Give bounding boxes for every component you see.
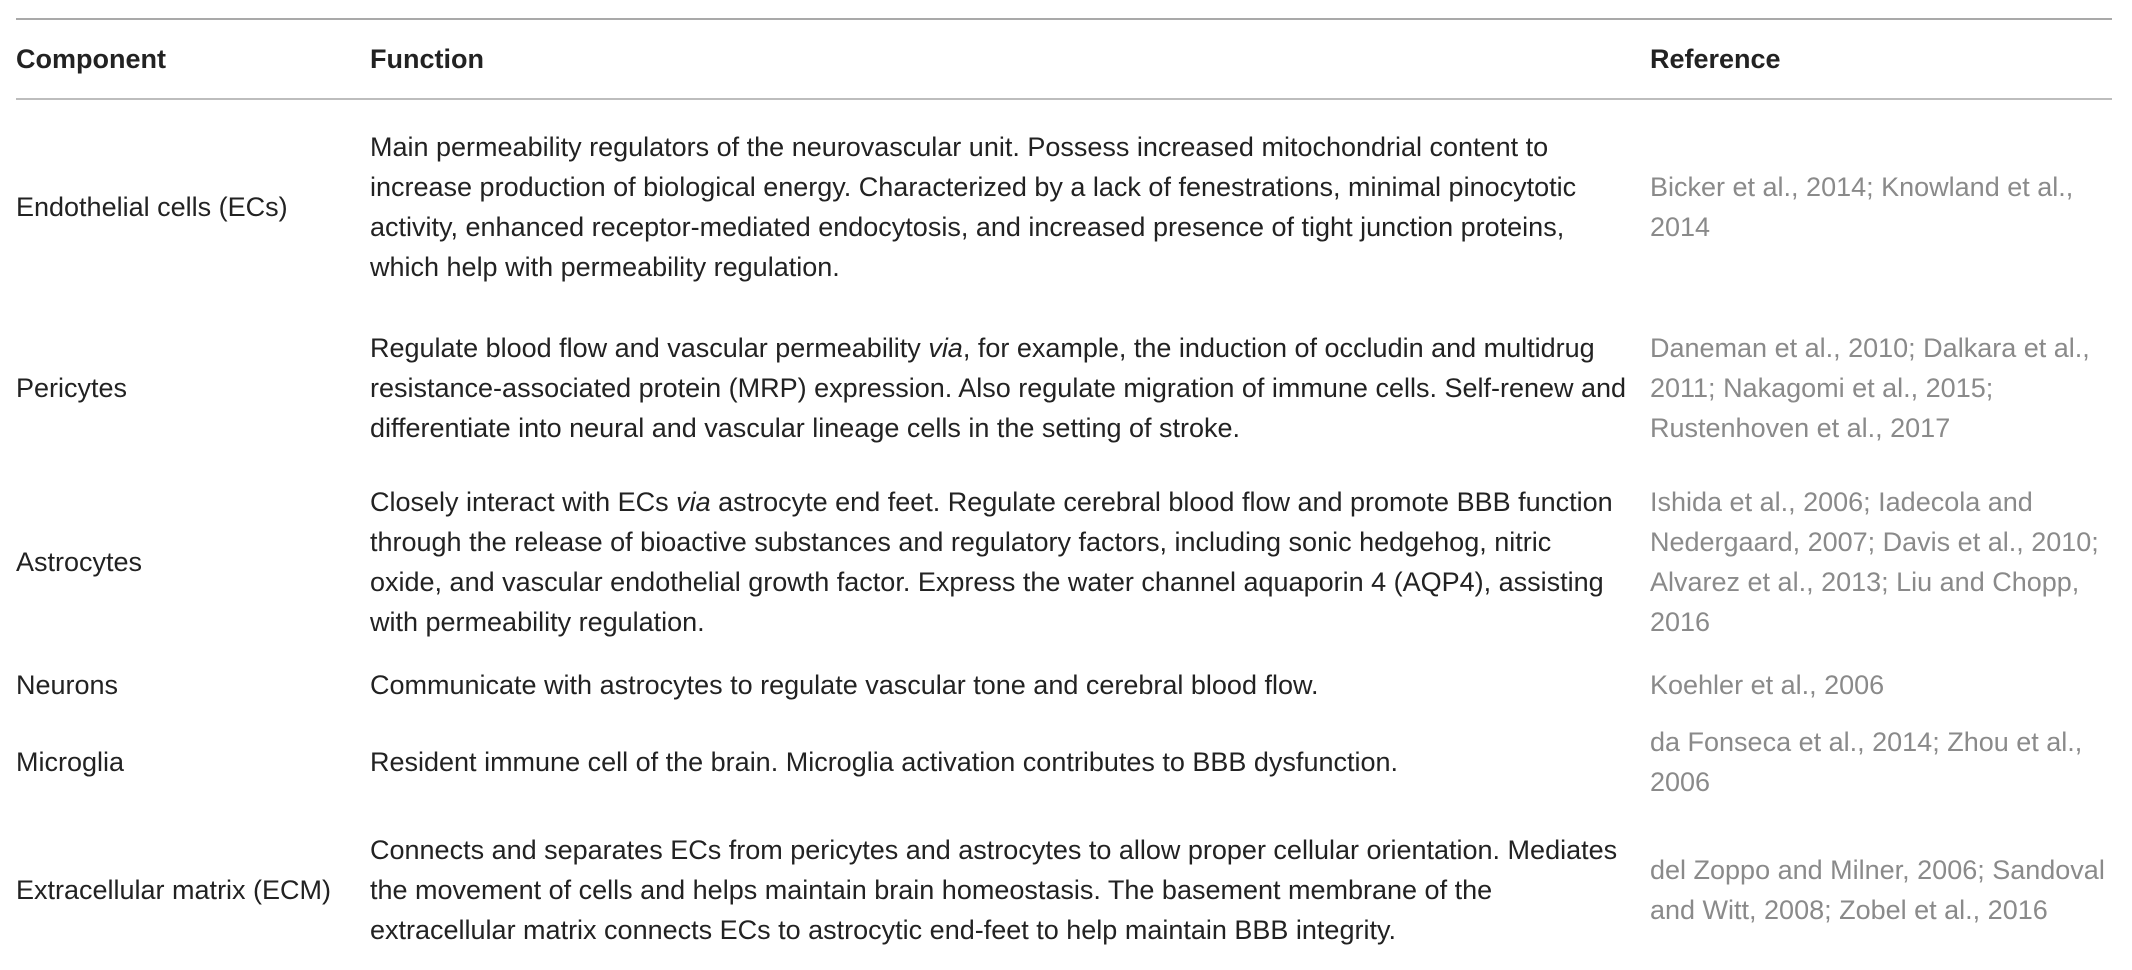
component-cell: Endothelial cells (ECs) <box>16 192 288 222</box>
function-text: Regulate blood flow and vascular permeability <box>370 333 929 363</box>
function-text: Connects and separates ECs from pericytes and astrocytes to allow proper cellular orientation. Mediates the movement of cells and helps maintain brain homeostasis. The basement membrane of the extracellular matrix connects ECs to astrocytic end-feet to help maintain BBB integrity. <box>370 835 1618 945</box>
header-reference: Reference <box>1650 43 1781 74</box>
table-row <box>16 99 2112 308</box>
component-cell: Astrocytes <box>16 547 143 577</box>
function-italic: via <box>928 333 963 363</box>
component-cell: Extracellular matrix (ECM) <box>16 875 332 905</box>
reference-cell: del Zoppo and Milner, 2006; Sandoval and Witt, 2008; Zobel et al., 2016 <box>1650 855 2105 925</box>
function-cell <box>370 714 1650 810</box>
header-row <box>16 19 2112 99</box>
table-body <box>16 99 2112 970</box>
table-row <box>16 308 2112 468</box>
function-text-post: astrocyte end feet. Regulate cerebral blood flow and promote BBB function through the release of bioactive substances and regulatory factors, including sonic hedgehog, nitric oxide, and vascular endothelial growth factor. Express the water channel aquaporin 4 (AQP4), assisting with permeability regulation. <box>370 487 1613 637</box>
function-text: Closely interact with ECs <box>370 487 677 517</box>
components-table <box>16 18 2112 970</box>
reference-cell: da Fonseca et al., 2014; Zhou et al., 2006 <box>1650 727 2083 797</box>
function-cell <box>370 468 1650 656</box>
table-container <box>16 18 2112 970</box>
function-cell <box>370 308 1650 468</box>
table-row <box>16 468 2112 656</box>
function-cell <box>370 656 1650 714</box>
function-italic: via <box>676 487 711 517</box>
table-row <box>16 656 2112 714</box>
function-text: Resident immune cell of the brain. Microglia activation contributes to BBB dysfunction. <box>370 747 1399 777</box>
component-cell: Microglia <box>16 747 125 777</box>
table-row <box>16 714 2112 810</box>
function-text: Communicate with astrocytes to regulate vascular tone and cerebral blood flow. <box>370 670 1319 700</box>
component-cell: Neurons <box>16 670 119 700</box>
header-function: Function <box>370 43 484 74</box>
header-component: Component <box>16 43 166 74</box>
reference-cell: Ishida et al., 2006; Iadecola and Nedergaard, 2007; Davis et al., 2010; Alvarez et al., 2013; Liu and Chopp, 2016 <box>1650 487 2099 637</box>
function-cell <box>370 99 1650 308</box>
reference-cell: Koehler et al., 2006 <box>1650 670 1885 700</box>
function-text: Main permeability regulators of the neurovascular unit. Possess increased mitochondrial content to increase production of biological energy. Characterized by a lack of fenestrations, minimal pinocytotic activity, enhanced receptor-mediated endocytosis, and increased presence of tight junction proteins, which help with permeability regulation. <box>370 132 1577 282</box>
component-cell: Pericytes <box>16 373 128 403</box>
table-header <box>16 19 2112 99</box>
function-cell <box>370 810 1650 970</box>
function-text-post: , for example, the induction of occludin and multidrug resistance-associated protein (MRP) expression. Also regulate migration of immune cells. Self-renew and differentiate into neural and vascular lineage cells in the setting of stroke. <box>370 333 1627 443</box>
reference-cell: Bicker et al., 2014; Knowland et al., 2014 <box>1650 172 2074 242</box>
reference-cell: Daneman et al., 2010; Dalkara et al., 2011; Nakagomi et al., 2015; Rustenhoven et al., 2017 <box>1650 333 2090 443</box>
table-row <box>16 810 2112 970</box>
